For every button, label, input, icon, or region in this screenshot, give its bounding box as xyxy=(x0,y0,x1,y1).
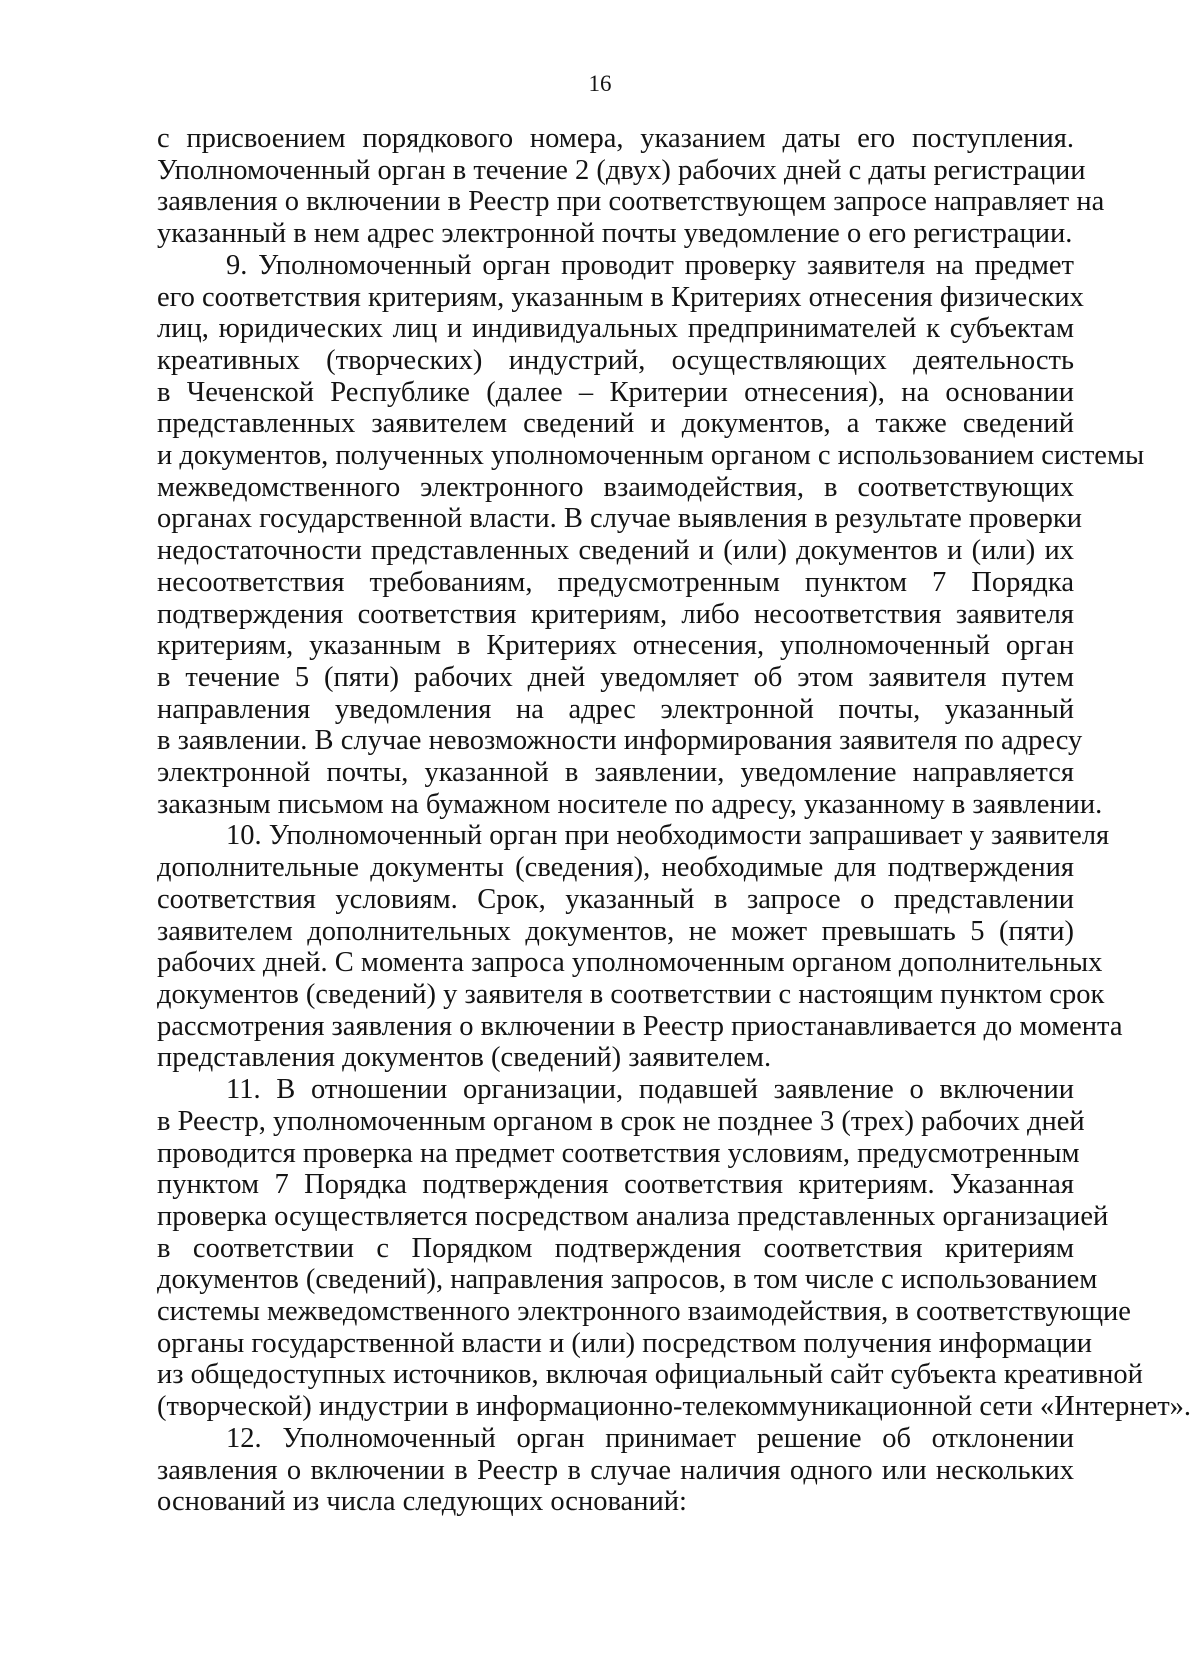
paragraph-p-10 xyxy=(157,820,1123,1074)
text-line: заказным письмом на бумажном носителе по адресу, указанному в заявлении. xyxy=(157,788,1103,820)
text-line: в соответствии с Порядком подтверждения соответствия критериям xyxy=(157,1232,1074,1264)
text-line: проверка осуществляется посредством анализа представленных организацией xyxy=(157,1200,1109,1232)
text-line: в заявлении. В случае невозможности информирования заявителя по адресу xyxy=(157,725,1083,757)
text-line: с присвоением порядкового номера, указанием даты его поступления. xyxy=(157,123,1074,154)
text-line: соответствия условиям. Срок, указанный в запросе о представлении xyxy=(157,883,1074,915)
text-line: в течение 5 (пяти) рабочих дней уведомляет об этом заявителя путем xyxy=(157,661,1074,693)
text-line: оснований из числа следующих оснований: xyxy=(157,1486,687,1518)
document-body xyxy=(157,123,1192,1518)
text-line: представленных заявителем сведений и документов, а также сведений xyxy=(157,408,1074,440)
text-line: 10. Уполномоченный орган при необходимости запрашивает у заявителя xyxy=(226,820,1110,852)
paragraph-p-12 xyxy=(157,1423,1074,1518)
text-line: документов (сведений), направления запросов, в том числе с использованием xyxy=(157,1264,1098,1296)
text-line: документов (сведений) у заявителя в соответствии с настоящим пунктом срок xyxy=(157,978,1105,1010)
text-line: 11. В отношении организации, подавшей заявление о включении xyxy=(226,1074,1074,1106)
text-line: пунктом 7 Порядка подтверждения соответствия критериям. Указанная xyxy=(157,1169,1074,1201)
text-line: его соответствия критериям, указанным в Критериях отнесения физических xyxy=(157,281,1084,313)
text-line: несоответствия требованиям, предусмотренным пунктом 7 Порядка xyxy=(157,566,1074,598)
text-line: и документов, полученных уполномоченным органом с использованием системы xyxy=(157,440,1145,472)
text-line: направления уведомления на адрес электронной почты, указанный xyxy=(157,693,1074,725)
text-line: рабочих дней. С момента запроса уполномоченным органом дополнительных xyxy=(157,947,1103,979)
text-line: межведомственного электронного взаимодействия, в соответствующих xyxy=(157,471,1074,503)
text-line: недостаточности представленных сведений и (или) документов и (или) их xyxy=(157,535,1074,567)
text-line: органы государственной власти и (или) посредством получения информации xyxy=(157,1327,1092,1359)
text-line: представления документов (сведений) заявителем. xyxy=(157,1042,772,1074)
paragraph-p-cont xyxy=(157,123,1105,250)
text-line: системы межведомственного электронного взаимодействия, в соответствующие xyxy=(157,1296,1131,1328)
text-line: рассмотрения заявления о включении в Реестр приостанавливается до момента xyxy=(157,1010,1123,1042)
text-line: 9. Уполномоченный орган проводит проверку заявителя на предмет xyxy=(226,249,1074,281)
text-line: заявления о включении в Реестр при соответствующем запросе направляет на xyxy=(157,186,1105,218)
text-line: подтверждения соответствия критериям, либо несоответствия заявителя xyxy=(157,598,1074,630)
paragraph-p-11 xyxy=(157,1074,1192,1423)
text-line: заявления о включении в Реестр в случае наличия одного или нескольких xyxy=(157,1454,1074,1486)
text-line: из общедоступных источников, включая официальный сайт субъекта креативной xyxy=(157,1359,1143,1391)
text-line: Уполномоченный орган в течение 2 (двух) рабочих дней с даты регистрации xyxy=(157,154,1086,186)
text-line: креативных (творческих) индустрий, осуществляющих деятельность xyxy=(157,344,1074,376)
text-line: органах государственной власти. В случае выявления в результате проверки xyxy=(157,503,1082,535)
text-line: дополнительные документы (сведения), необходимые для подтверждения xyxy=(157,852,1074,884)
text-line: проводится проверка на предмет соответствия условиям, предусмотренным xyxy=(157,1137,1080,1169)
text-line: критериям, указанным в Критериях отнесения, уполномоченный орган xyxy=(157,630,1074,662)
text-line: указанный в нем адрес электронной почты уведомление о его регистрации. xyxy=(157,218,1073,250)
text-line: 12. Уполномоченный орган принимает решение об отклонении xyxy=(226,1422,1074,1454)
text-line: в Чеченской Республике (далее – Критерии отнесения), на основании xyxy=(157,376,1074,408)
paragraph-p-9 xyxy=(157,249,1145,821)
text-line: (творческой) индустрии в информационно-телекоммуникационной сети «Интернет». xyxy=(157,1391,1192,1423)
text-line: лиц, юридических лиц и индивидуальных предпринимателей к субъектам xyxy=(157,313,1074,345)
page-number: 16 xyxy=(588,71,612,96)
text-line: заявителем дополнительных документов, не может превышать 5 (пяти) xyxy=(157,915,1074,947)
text-line: электронной почты, указанной в заявлении, уведомление направляется xyxy=(157,757,1074,789)
text-line: в Реестр, уполномоченным органом в срок не позднее 3 (трех) рабочих дней xyxy=(157,1105,1085,1137)
